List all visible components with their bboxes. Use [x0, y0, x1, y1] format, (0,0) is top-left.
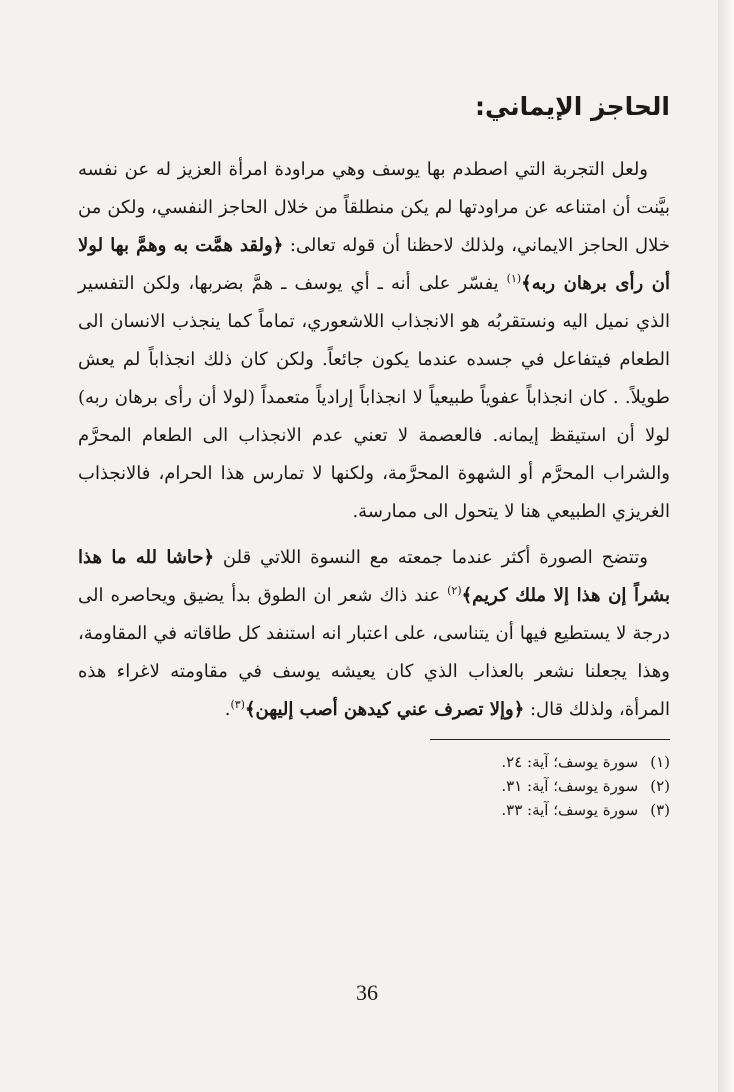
paragraph-2-end: .	[224, 699, 231, 720]
paragraph-2-text-a: وتتضح الصورة أكثر عندما جمعته مع النسوة اللاتي قلن	[214, 547, 648, 568]
footnote-number: (٣)	[650, 801, 670, 819]
footnote-text: سورة يوسف؛ آية: ٣٣.	[501, 801, 639, 819]
paragraph-2-text-b: عند ذاك شعر ان الطوق بدأ يضيق ويحاصره الى درجة لا يستطيع فيها أن يتناسى، على اعتبار انه استنفد كل طاقاته في المقاومة، وهذا يجعلنا نشعر بالعذاب الذي كان يعيشه يوسف في مقاومته لاغراء هذه المرأة، ولذلك قال:	[78, 585, 670, 720]
footnote-item	[78, 774, 670, 798]
footnote-ref-3: (٣)	[230, 698, 245, 711]
quran-quote-2: ﴿حاشا لله ما هذا بشراً إن هذا إلا ملك كريم﴾	[78, 547, 670, 606]
footnote-item	[78, 798, 670, 822]
page-number: 36	[356, 980, 378, 1005]
footnote-number: (١)	[650, 753, 670, 771]
paragraph-1-text-a: ولعل التجربة التي اصطدم بها يوسف وهي مراودة امرأة العزيز له عن نفسه بيَّنت أن امتناعه عن مراودتها لم يكن منطلقاً من خلال الحاجز النفسي، ولكن من خلال الحاجز الايماني، ولذلك لاحظنا أن قوله تعالى:	[78, 159, 670, 256]
footnotes-list	[78, 750, 670, 822]
footnote-item	[78, 750, 670, 774]
footnote-text: سورة يوسف؛ آية: ٢٤.	[501, 753, 639, 771]
page-content	[78, 92, 670, 822]
footnote-ref-2: (٢)	[447, 584, 462, 597]
footnote-text: سورة يوسف؛ آية: ٣١.	[501, 777, 639, 795]
section-heading: الحاجز الإيماني:	[474, 92, 670, 121]
quran-quote-3: ﴿وإلا تصرف عني كيدهن أصب إليهن﴾	[244, 699, 525, 720]
page-edge	[718, 0, 734, 1092]
paragraph-2	[78, 539, 670, 729]
paragraph-1	[78, 151, 670, 531]
paragraph-1-text-b: يفسّر على أنه ـ أي يوسف ـ همَّ بضربها، ولكن التفسير الذي نميل اليه ونستقربُه هو الانجذاب اللاشعوري، تماماً كما ينجذب الانسان الى الطعام فيتفاعل في جسده عندما يكون جائعاً. ولكن كان ذلك انجذاباً لم يعش طويلاً. . كان انجذاباً عفوياً طبيعياً لا انجذاباً إرادياً متعمداً (لولا أن رأى برهان ربه) لولا أن استيقظ إيمانه. فالعصمة لا تعني عدم الانجذاب الى الطعام المحرَّم والشراب المحرَّم أو الشهوة المحرَّمة، ولكنها لا تمارس هذا الحرام، فالانجذاب الغريزي الطبيعي هنا لا يتحول الى ممارسة.	[78, 273, 670, 522]
footnote-number: (٢)	[650, 777, 670, 795]
quran-quote-1: ﴿ولقد همَّت به وهمَّ بها لولا أن رأى برهان ربه﴾	[78, 235, 670, 294]
footnote-divider	[430, 739, 670, 740]
footnote-ref-1: (١)	[506, 272, 522, 285]
